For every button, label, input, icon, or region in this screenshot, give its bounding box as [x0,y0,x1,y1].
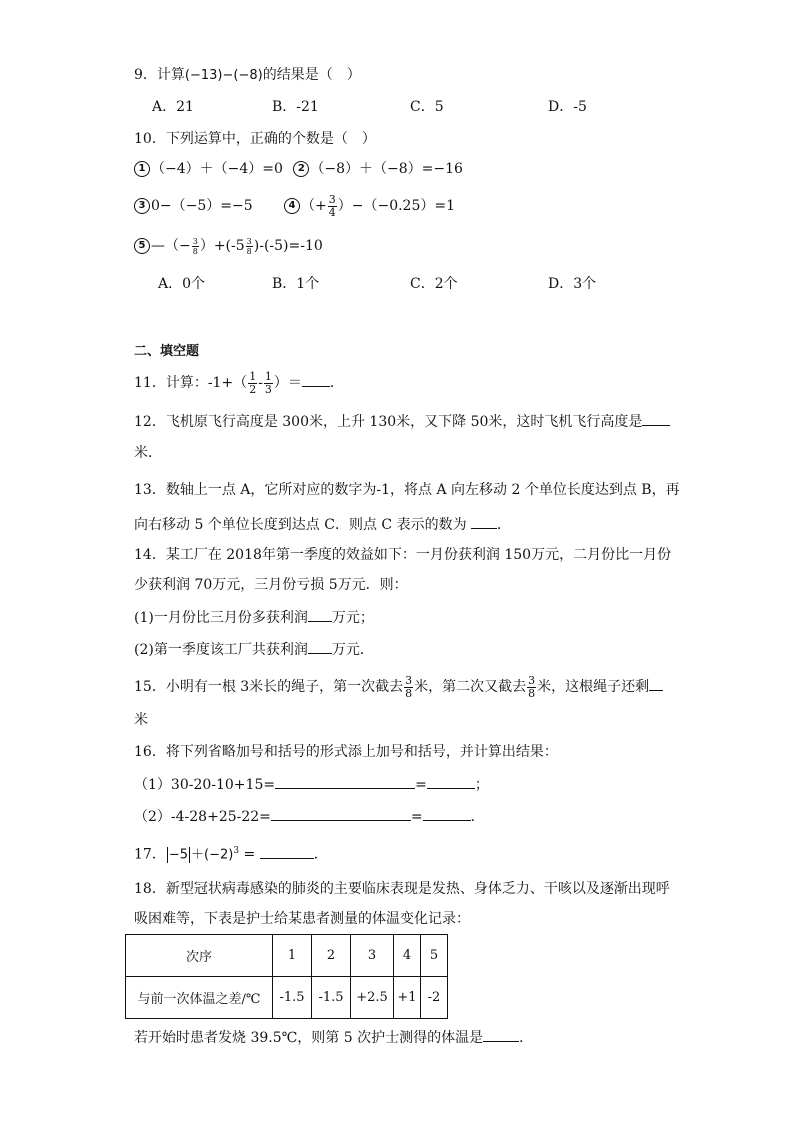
fraction-denominator: 2 [249,382,257,396]
q11-text-c: ． [329,375,344,391]
fraction-denominator: 8 [405,686,413,700]
table-cell: +1 [394,977,421,1019]
q17-number: 17． [134,846,166,863]
q17-end: ． [313,846,328,863]
q10-option-b: B．1个 [272,276,320,292]
q16-sub1-expr: （1）30-20-10+15= [134,777,276,793]
q10-expr-4b: ）−（−0.25）=1 [337,198,456,214]
table-cell: 1 [273,935,312,977]
abs-value: −5 [168,847,188,863]
fraction-numerator: 3 [246,236,252,246]
q10-expr-1: （−4）＋（−4）=0 [151,161,283,177]
circle-4-marker: 4 [284,198,300,214]
q10-expr-2: （−8）＋（−8）=−16 [310,161,463,177]
fraction-3-8 [404,675,413,700]
q18-after [134,1027,533,1048]
minus-sign: - [258,375,263,391]
fraction-denominator: 4 [328,205,336,219]
q15-line2: 米 [134,712,148,728]
q11 [134,366,344,400]
q10-expr-5b: ）+(-5 [199,238,245,254]
q18-line2: 吸困难等，下表是护士给某患者测量的体温变化记录： [134,911,470,927]
q13-text: 向右移动 5 个单位长度到达点 C．则点 C 表示的数为 [134,517,472,533]
fraction-1-3 [264,371,273,396]
q18-after-text: 若开始时患者发烧 39.5℃，则第 5 次护士测得的体温是 [134,1030,484,1046]
q16-sub1-end: ； [474,777,489,793]
q14-sub1-unit: 万元； [331,610,374,626]
answer-blank[interactable] [427,774,475,789]
equals-sign: = [239,846,260,863]
q9-stem [134,65,361,86]
fraction-numerator: 3 [405,673,413,687]
q10-expr-4a: （+ [301,198,327,214]
q14-line1: 14．某工厂在 2018年第一季度的效益如下：一月份获利润 150万元，二月份比一月份 [134,547,672,563]
q17 [134,841,328,866]
fraction-3-8 [527,675,536,700]
answer-blank[interactable] [308,607,332,622]
q11-text-b: ）＝ [273,375,302,391]
fraction-3-8 [192,237,199,256]
answer-blank[interactable] [275,774,415,789]
q18-line1: 18．新型冠状病毒感染的肺炎的主要临床表现是发热、身体乏力、干咳以及逐渐出现呼 [134,881,670,897]
q10-expr-line1 [134,159,463,179]
answer-blank[interactable] [302,372,330,387]
table-cell: +2.5 [351,977,394,1019]
q17-power-base: ＋(−2) [191,847,234,863]
q10-option-c: C．2个 [410,276,458,292]
q12-line1 [134,411,670,432]
fraction-numerator: 3 [528,673,536,687]
q9-option-c: C．5 [410,99,444,115]
fraction-numerator: 3 [192,236,198,246]
q12-line2: 米． [134,445,162,461]
answer-blank[interactable] [271,806,411,821]
table-cell: 4 [394,935,421,977]
q10-expr-line2 [134,196,253,216]
q15-line1 [134,672,663,702]
fraction-numerator: 1 [264,369,272,383]
fraction-numerator: 3 [328,192,336,206]
answer-blank[interactable] [308,639,332,654]
q18-end: ． [519,1030,534,1046]
q13-line2 [134,514,511,535]
fraction-3-4 [328,194,337,219]
temperature-table [125,934,448,1019]
q12-text: 12．飞机原飞行高度是 300米，上升 130米，又下降 50米，这时飞机飞行高度是 [134,414,643,430]
q9-expression: (−13)−(−8) [184,68,263,83]
q10-expr-3: 0−（−5）=−5 [151,198,253,214]
circle-2-marker: 2 [293,161,309,177]
fraction-1-2 [248,371,257,396]
abs-bar-left [167,847,168,863]
fraction-denominator: 3 [264,382,272,396]
table-cell: 5 [421,935,448,977]
q10-expr-line2b [284,190,455,222]
table-cell: 2 [312,935,351,977]
q16-sub2 [134,806,475,827]
fraction-denominator: 8 [192,246,198,256]
table-row [126,935,448,977]
q15-text-c: 米，这根绳子还剩 [537,679,650,695]
q16-sub2-end: . [470,809,476,825]
fraction-3-8 [246,237,253,256]
q14-sub1-text: (1)一月份比三月份多获利润 [134,610,308,626]
q10-expr-5a: —（− [151,238,191,254]
q9-option-a: A．21 [152,99,194,115]
answer-blank[interactable] [649,676,663,691]
q16-sub2-expr: （2）-4-28+25-22= [134,809,271,825]
q9-stem-a: 9．计算 [134,67,185,83]
q15-text-a: 15．小明有一根 3米长的绳子，第一次截去 [134,679,404,695]
circle-1-marker: 1 [134,161,150,177]
fraction-denominator: 8 [246,246,252,256]
q9-option-b: B．-21 [272,99,319,115]
fraction-denominator: 8 [528,686,536,700]
q10-option-d: D．3个 [548,276,597,292]
q9-option-d: D．-5 [548,99,587,115]
table-cell: -1.5 [312,977,351,1019]
answer-blank[interactable] [260,844,314,859]
q10-option-a: A．0个 [158,276,206,292]
q10-expr-line3 [134,236,323,256]
answer-blank[interactable] [471,514,497,529]
table-cell: 3 [351,935,394,977]
q11-text-a: 11．计算：-1+（ [134,375,248,391]
section-title: 二、填空题 [134,344,200,359]
exponent: 3 [233,846,240,856]
q10-expr-5c: )-(-5)=-10 [253,238,323,254]
q13-line1: 13．数轴上一点 A，它所对应的数字为-1，将点 A 向左移动 2 个单位长度达到点 B，再 [134,482,680,498]
q14-sub2-text: (2)第一季度该工厂共获利润 [134,642,308,658]
q15-text-b: 米，第二次又截去 [414,679,527,695]
answer-blank[interactable] [483,1027,519,1042]
table-cell: -2 [421,977,448,1019]
q16-stem: 16．将下列省略加号和括号的形式添上加号和括号，并计算出结果： [134,744,558,760]
fraction-numerator: 1 [249,369,257,383]
q10-stem: 10．下列运算中，正确的个数是（ ） [134,131,376,147]
abs-bar-right [189,847,190,863]
circle-3-marker: 3 [134,198,150,214]
equals-sign: = [415,777,427,793]
answer-blank[interactable] [642,411,670,426]
q13-end: ． [497,517,512,533]
circle-5-marker: 5 [134,238,150,254]
table-header-cell: 与前一次体温之差/℃ [126,977,273,1019]
q9-stem-b: 的结果是（ ） [262,67,361,83]
table-cell: -1.5 [273,977,312,1019]
equals-sign: = [410,809,423,825]
q14-sub1 [134,607,374,628]
q16-sub1 [134,774,489,795]
q14-sub2-unit: 万元． [331,642,374,658]
table-header-cell: 次序 [126,935,273,977]
table-row [126,977,448,1019]
q14-sub2 [134,639,374,660]
answer-blank[interactable] [423,806,471,821]
q14-line2: 少获利润 70万元，三月份亏损 5万元．则： [134,577,408,593]
